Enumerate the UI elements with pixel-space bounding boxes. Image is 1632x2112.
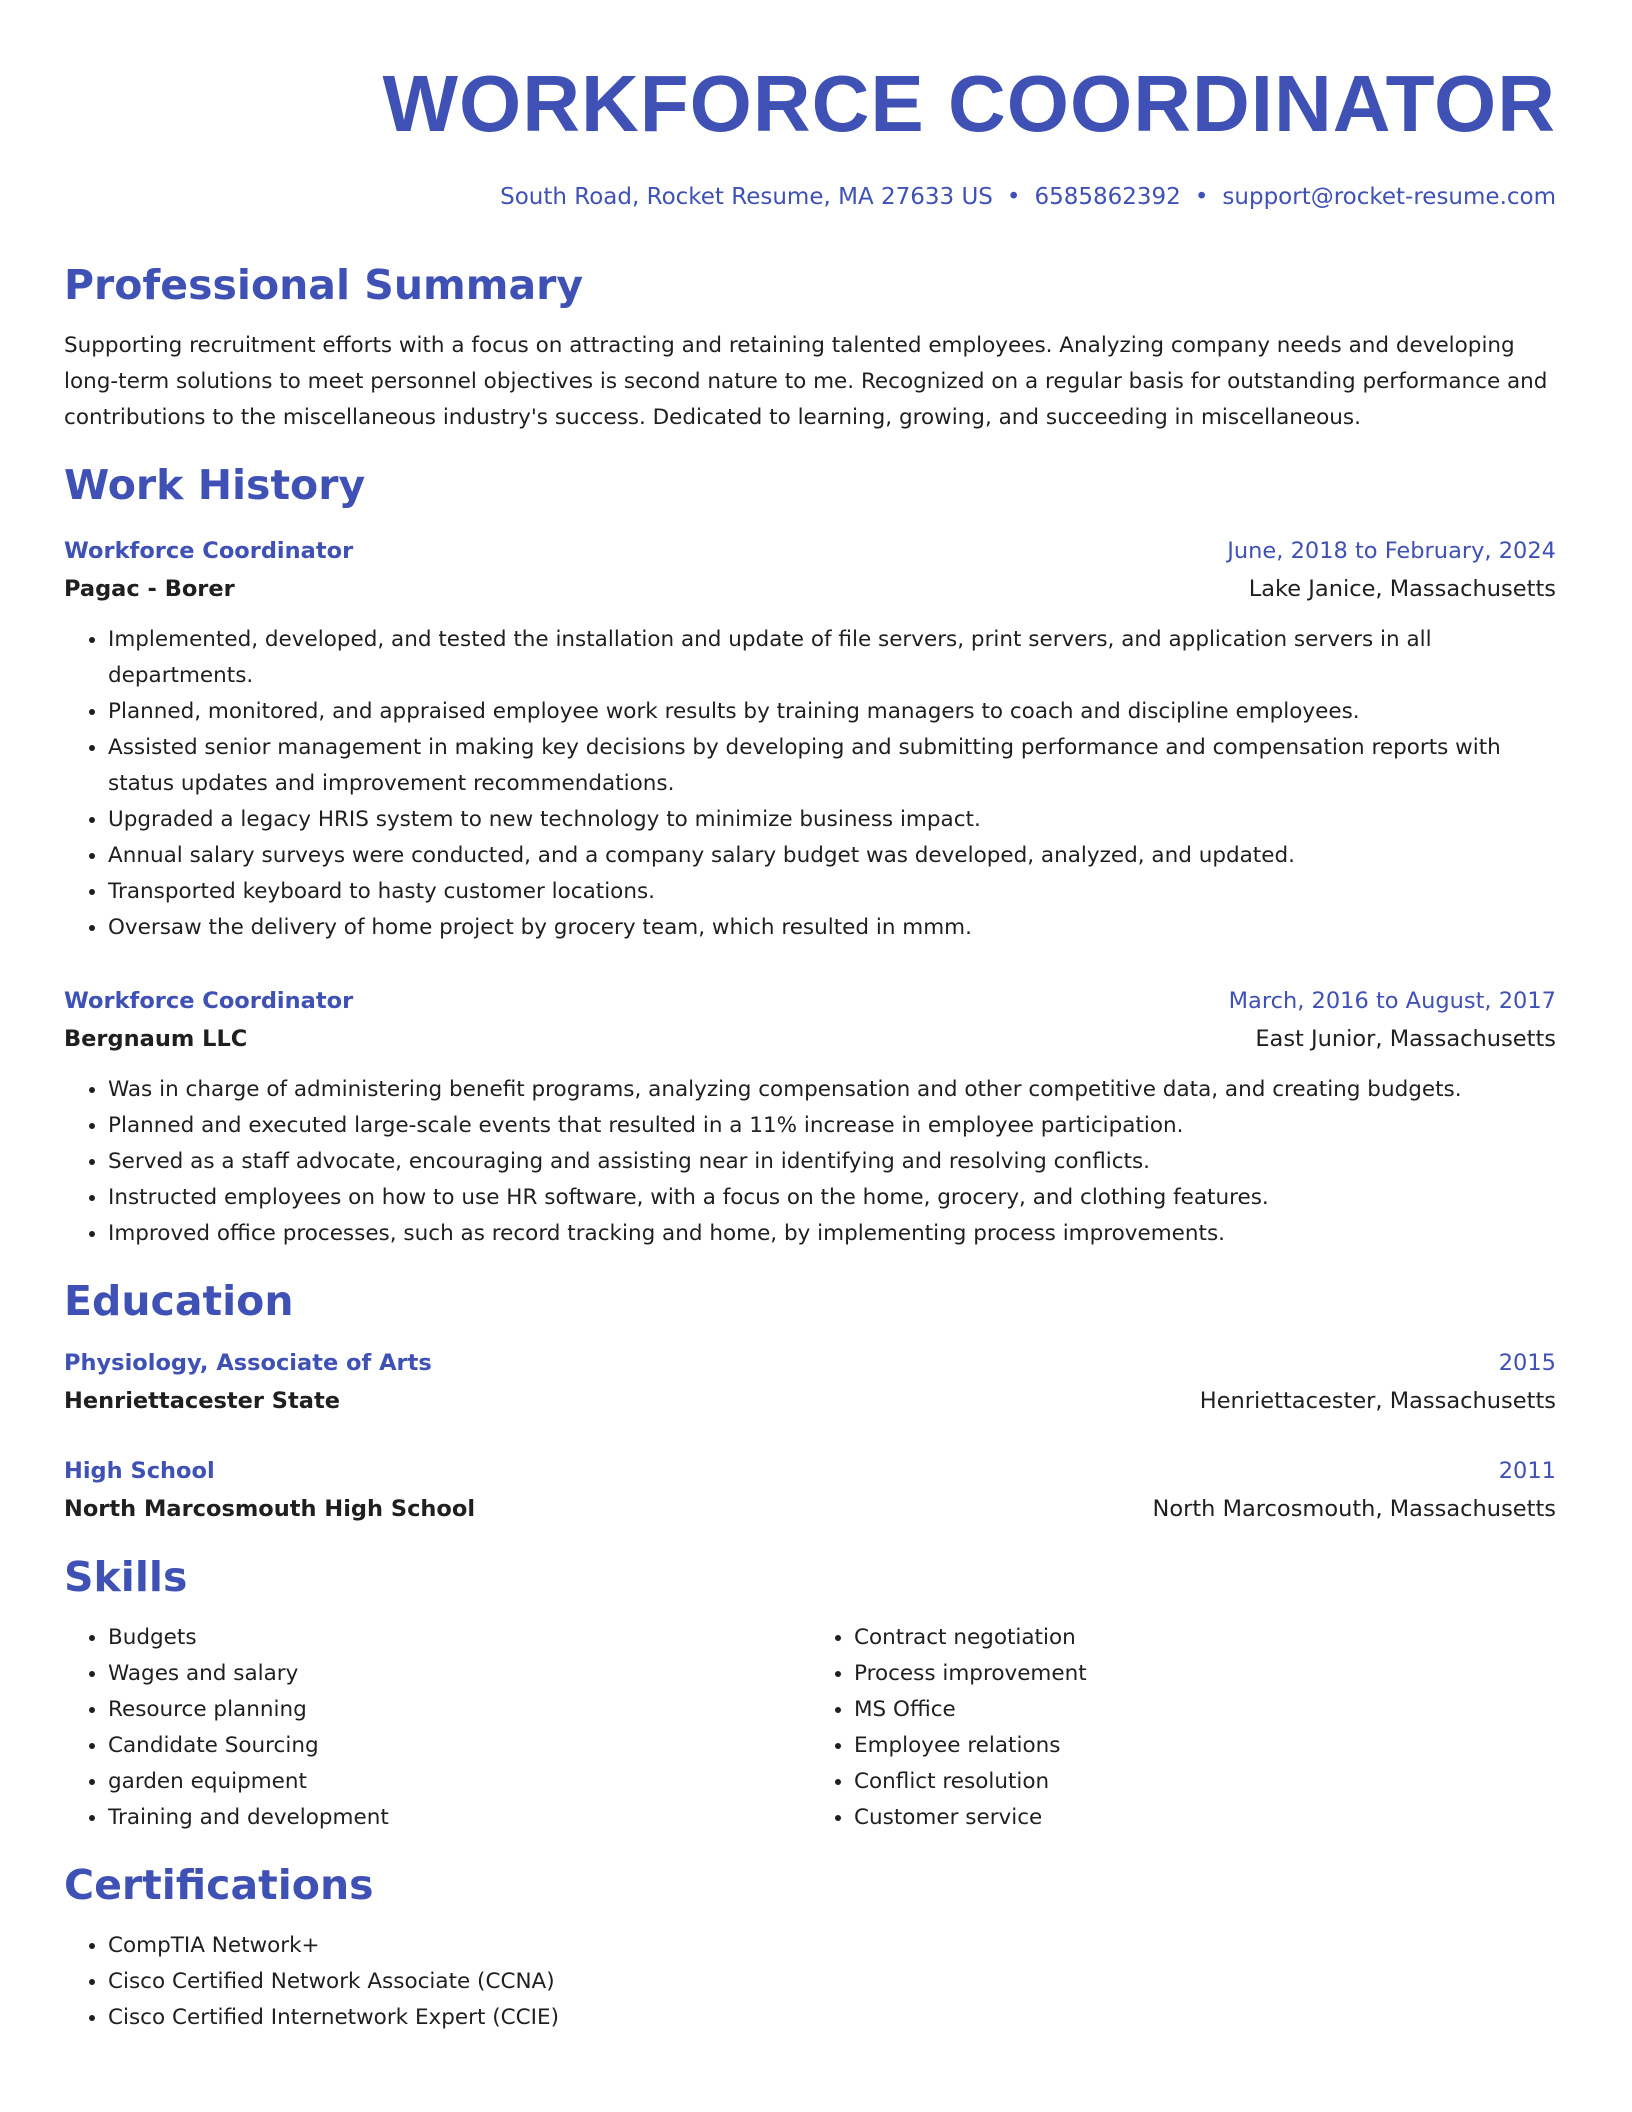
separator-dot: • [1006, 184, 1021, 210]
education-year: 2011 [1498, 1458, 1556, 1484]
skills-grid [64, 1620, 1556, 1836]
job-location: Lake Janice, Massachusetts [1248, 576, 1556, 602]
job-company: Pagac - Borer [64, 576, 235, 602]
education-heading: Education [64, 1277, 294, 1325]
skill-item: • Training and development [108, 1800, 810, 1836]
skills-column-right [810, 1620, 1556, 1836]
job-bullet: • Implemented, developed, and tested the installation and update of file servers, print servers, and application servers in all departments. [108, 622, 1556, 694]
phone-text: 6585862392 [1034, 184, 1181, 210]
separator-dot: • [1194, 184, 1209, 210]
job-role: Workforce Coordinator [64, 988, 354, 1014]
skill-item: • MS Office [854, 1692, 1556, 1728]
job-bullet: • Planned, monitored, and appraised employee work results by training managers to coach and discipline employees. [108, 694, 1556, 730]
certification-item: • CompTIA Network+ [108, 1928, 1556, 1964]
skill-item: • Process improvement [854, 1656, 1556, 1692]
job-dates: March, 2016 to August, 2017 [1228, 988, 1556, 1014]
education-location: Henriettacester, Massachusetts [1199, 1388, 1556, 1414]
email-link[interactable]: support@rocket-resume.com [1222, 184, 1556, 210]
summary-heading: Professional Summary [64, 261, 584, 309]
certification-item: • Cisco Certified Internetwork Expert (CCIE) [108, 2000, 1556, 2036]
education-entry [64, 1452, 1556, 1528]
job-role: Workforce Coordinator [64, 538, 354, 564]
certification-item: • Cisco Certified Network Associate (CCNA) [108, 1964, 1556, 2000]
job-bullet: • Oversaw the delivery of home project by grocery team, which resulted in mmm. [108, 910, 1556, 946]
job-bullet: • Served as a staff advocate, encouraging and assisting near in identifying and resolving conflicts. [108, 1144, 1556, 1180]
job-company: Bergnaum LLC [64, 1026, 248, 1052]
skill-item: • Employee relations [854, 1728, 1556, 1764]
address-text: South Road, Rocket Resume, MA 27633 US [500, 184, 993, 210]
resume-page [64, 56, 1556, 2036]
skill-item: • Budgets [108, 1620, 810, 1656]
job-bullets [64, 622, 1556, 946]
skill-item: • Wages and salary [108, 1656, 810, 1692]
summary-text: Supporting recruitment efforts with a focus on attracting and retaining talented employees. Analyzing company needs and developing long-term solutions to meet personnel objectives is second nature to me. Recognized on a regular basis for outstanding performance and contributions to the miscellaneous industry's success. Dedicated to learning, growing, and succeeding in miscellaneous. [64, 333, 1548, 430]
education-school: Henriettacester State [64, 1388, 340, 1414]
job-bullet: • Transported keyboard to hasty customer locations. [108, 874, 1556, 910]
candidate-name: WORKFORCE COORDINATOR [382, 59, 1556, 148]
job-dates: June, 2018 to February, 2024 [1227, 538, 1556, 564]
job-bullet: • Planned and executed large-scale events that resulted in a 11% increase in employee participation. [108, 1108, 1556, 1144]
education-location: North Marcosmouth, Massachusetts [1152, 1496, 1556, 1522]
certifications-list [64, 1928, 1556, 2036]
education-degree: Physiology, Associate of Arts [64, 1350, 432, 1376]
skill-item: • Resource planning [108, 1692, 810, 1728]
job-location: East Junior, Massachusetts [1255, 1026, 1556, 1052]
job-bullet: • Improved office processes, such as record tracking and home, by implementing process improvements. [108, 1216, 1556, 1252]
job-bullet: • Was in charge of administering benefit programs, analyzing compensation and other competitive data, and creating budgets. [108, 1072, 1556, 1108]
skill-item: • Conflict resolution [854, 1764, 1556, 1800]
contact-line [64, 182, 1556, 212]
certifications-heading: Certifications [64, 1861, 374, 1909]
work-history-heading: Work History [64, 461, 366, 509]
education-school: North Marcosmouth High School [64, 1496, 476, 1522]
skills-heading: Skills [64, 1553, 188, 1601]
job-bullet: • Instructed employees on how to use HR software, with a focus on the home, grocery, and clothing features. [108, 1180, 1556, 1216]
job-entry [64, 982, 1556, 1252]
skill-item: • garden equipment [108, 1764, 810, 1800]
skill-item: • Customer service [854, 1800, 1556, 1836]
education-degree: High School [64, 1458, 215, 1484]
skill-item: • Contract negotiation [854, 1620, 1556, 1656]
job-entry [64, 532, 1556, 946]
skills-column-left [64, 1620, 810, 1836]
job-bullet: • Upgraded a legacy HRIS system to new technology to minimize business impact. [108, 802, 1556, 838]
education-year: 2015 [1498, 1350, 1556, 1376]
skill-item: • Candidate Sourcing [108, 1728, 810, 1764]
job-bullets [64, 1072, 1556, 1252]
education-entry [64, 1344, 1556, 1420]
job-bullet: • Assisted senior management in making key decisions by developing and submitting performance and compensation reports with status updates and improvement recommendations. [108, 730, 1556, 802]
job-bullet: • Annual salary surveys were conducted, and a company salary budget was developed, analyzed, and updated. [108, 838, 1556, 874]
